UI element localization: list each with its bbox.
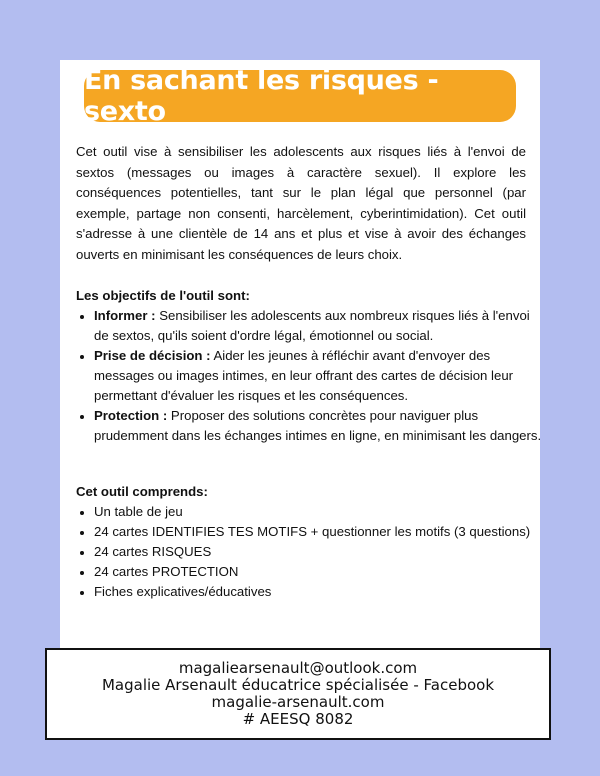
objective-text: Proposer des solutions concrètes pour naviguer plus prudemment dans les échanges intimes en ligne, en minimisant les dangers. xyxy=(94,408,542,443)
list-item xyxy=(94,306,542,346)
contact-box xyxy=(45,648,551,740)
contact-email[interactable]: magaliearsenault@outlook.com xyxy=(178,659,418,677)
objective-label: Prise de décision : xyxy=(94,348,211,363)
list-item: • Fiches explicatives/éducatives xyxy=(94,582,542,602)
objective-text: Sensibiliser les adolescents aux nombreux risques liés à l'envoi de sextos, qu'ils soient d'ordre légal, émotionnel ou social. xyxy=(94,308,530,343)
list-item: • 24 cartes PROTECTION xyxy=(94,562,542,582)
objectives-heading: Les objectifs de l'outil sont: xyxy=(76,288,250,303)
contents-heading: Cet outil comprends: xyxy=(76,484,208,499)
objective-label: Protection : xyxy=(94,408,168,423)
contact-website[interactable]: magalie-arsenault.com xyxy=(211,693,385,711)
page-title: En sachant les risques - sexto xyxy=(84,70,516,122)
contact-association: # AEESQ 8082 xyxy=(242,710,354,728)
intro-paragraph: Cet outil vise à sensibiliser les adolescents aux risques liés à l'envoi de sextos (messages ou images à caractère sexuel). Il explore les conséquences potentielles, tant sur le plan légal que personnel (par exemple, partage non consenti, harcèlement, cyberintimidation). Cet outil s'adresse à une clientèle de 14 ans et plus et vise à avoir des échanges ouverts en minimisant les conséquences de leurs choix. xyxy=(76,144,526,262)
list-item: • 24 cartes IDENTIFIES TES MOTIFS + questionner les motifs (3 questions) xyxy=(94,522,542,542)
content-card xyxy=(60,60,540,660)
objectives-list xyxy=(76,306,542,446)
list-item xyxy=(94,346,542,406)
list-item: • 24 cartes RISQUES xyxy=(94,542,542,562)
contact-facebook[interactable]: Magalie Arsenault éducatrice spécialisée - Facebook xyxy=(101,676,495,694)
objective-label: Informer : xyxy=(94,308,156,323)
contents-list xyxy=(76,502,542,602)
list-item: • Un table de jeu xyxy=(94,502,542,522)
list-item xyxy=(94,406,542,446)
objective-text: Aider les jeunes à réfléchir avant d'envoyer des messages ou images intimes, en leur offrant des cartes de décision leur permettant d'évaluer les risques et les conséquences. xyxy=(94,348,514,403)
